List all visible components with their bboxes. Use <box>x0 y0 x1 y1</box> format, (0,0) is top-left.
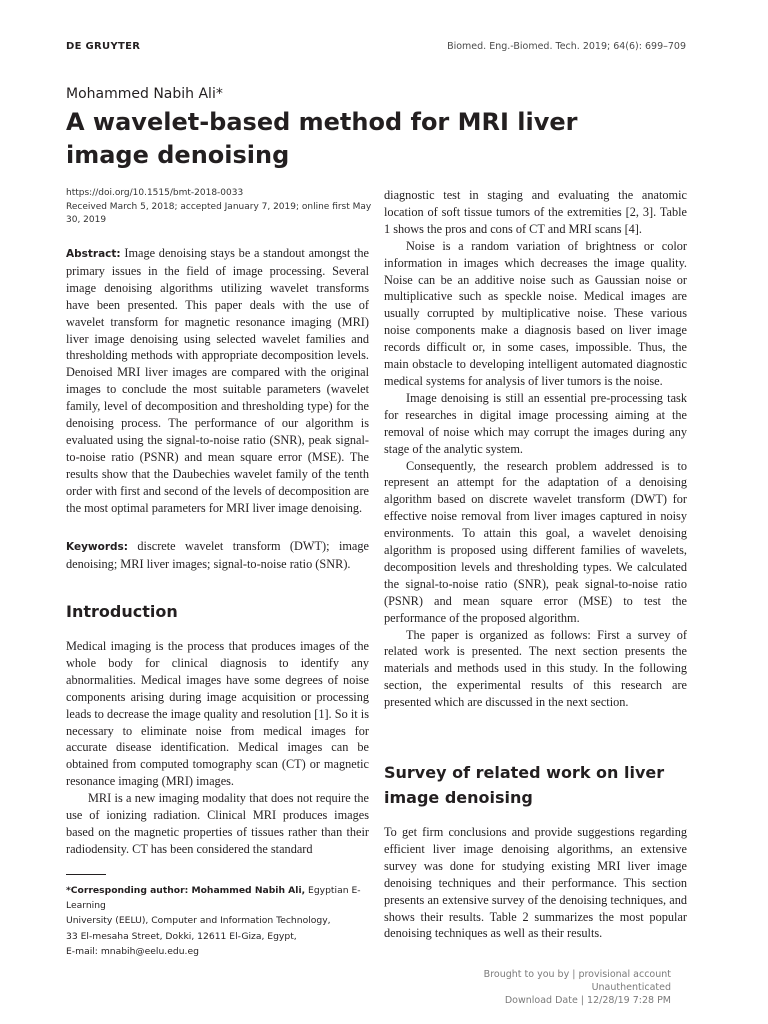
paragraph: Noise is a random variation of brightness or color information in images which decreases the image quality. Noise can be an additive noise such as Gaussian noise or multiplicative such as speckle noise. Medical images are usually corrupted by multiplicative noise. These various noise components make a diagnosis based on liver image records difficult or, in some cases, impossible. Thus, the main obstacle to developing intelligent automated diagnostic medical systems for analysis of liver tumors is the noise. <box>384 238 687 388</box>
footnote-email[interactable]: E-mail: mnabih@eelu.edu.eg <box>66 945 199 957</box>
keywords-text: discrete wavelet transform (DWT); image denoising; MRI liver images; signal-to-noise ratio (SNR). <box>66 539 369 571</box>
paragraph: The paper is organized as follows: First a survey of related work is presented. The next section presents the materials and methods used in this study. In the following section, the experimental results of this research are presented which are discussed in the next section. <box>384 627 687 710</box>
abstract-label: Abstract: <box>66 248 121 260</box>
download-line: Unauthenticated <box>591 982 671 993</box>
footnote-rule <box>66 874 106 875</box>
download-stamp <box>484 968 671 1007</box>
download-line: Brought to you by | provisional account <box>483 969 671 980</box>
download-line: Download Date | 12/28/19 7:28 PM <box>504 995 671 1006</box>
footnote-label: *Corresponding author: Mohammed Nabih Ali, <box>66 885 306 896</box>
paragraph: To get firm conclusions and provide suggestions regarding efficient liver image denoising algorithms, an extensive survey was done for studying existing MRI liver image denoising techniques and their performance. This section presents an extensive survey of the denoising techniques, and shows their results. Table 2 summarizes the most popular denoising techniques as well as their results. <box>384 825 687 941</box>
paragraph: MRI is a new imaging modality that does not require the use of ionizing radiation. Clinical MRI produces images based on the magnetic properties of tissues rather than their radiodensity. CT has been considered the standard <box>66 791 369 856</box>
paragraph: Consequently, the research problem addressed is to represent an attempt for the adaptation of a denoising algorithm based on discrete wavelet transform (DWT) for effective noise removal from liver images captured in noisy environments. To attain this goal, a wavelet denoising algorithm is proposed using different families of wavelets, decomposition levels and thresholding types. We calculated the signal-to-noise ratio (SNR), peak signal-to-noise ratio (PSNR) and mean square error (MSE) to test the performance of the proposed algorithm. <box>384 458 687 625</box>
paragraph: diagnostic test in staging and evaluating the anatomic location of soft tissue tumors of the extremities [2, 3]. Table 1 shows the pros and cons of CT and MRI scans [4]. <box>384 188 687 236</box>
abstract <box>66 245 369 517</box>
journal-citation: Biomed. Eng.-Biomed. Tech. 2019; 64(6): 699–709 <box>447 41 686 52</box>
introduction-heading: Introduction <box>66 602 178 621</box>
paragraph: Medical imaging is the process that produces images of the whole body for clinical diagnosis to identify any abnormalities. Medical images have some degrees of noise components arising during image acquisition or processing leads to decrease the image quality and resolution [1]. So it is necessary to eliminate noise from medical images for accurate disease identification. Medical images can be obtained from computed tomography scan (CT) or magnetic resonance imaging (MRI) images. <box>66 639 369 789</box>
article-meta <box>66 187 376 228</box>
corresponding-author-footnote <box>66 883 376 959</box>
author-name: Mohammed Nabih Ali* <box>66 86 223 102</box>
right-column-body <box>384 187 687 711</box>
article-title: A wavelet-based method for MRI liver image denoising <box>66 108 578 169</box>
footnote-line: 33 El-mesaha Street, Dokki, 12611 El-Giza, Egypt, <box>66 930 297 942</box>
survey-heading: Survey of related work on liver image denoising <box>384 763 665 807</box>
introduction-body <box>66 638 369 858</box>
doi-link[interactable]: https://doi.org/10.1515/bmt-2018-0033 <box>66 188 244 198</box>
publisher-name: DE GRUYTER <box>66 41 141 52</box>
keywords <box>66 538 369 573</box>
abstract-text: Image denoising stays be a standout amongst the primary issues in the field of image processing. Several image denoising algorithms utilizing wavelet transforms have been presented. This paper deals with the use of wavelet transform for magnetic resonance imaging (MRI) liver image denoising using selected wavelet families and thresholding methods with appropriate decomposition levels. Denoised MRI liver images are compared with the original images to conclude the most suitable parameters (wavelet family, level of decomposition and thresholding type) for the denoising process. The performance of our algorithm is evaluated using the signal-to-noise ratio (SNR), peak signal-to-noise ratio (PSNR) and mean square error (MSE). The results show that the Daubechies wavelet family of the tenth order with first and second of the levels of decomposition are the most optimal parameters for MRI liver image denoising. <box>66 246 369 515</box>
paragraph: Image denoising is still an essential pre-processing task for researches in digital image processing aiming at the removal of noise which may corrupt the images during any stage of the analytic system. <box>384 390 687 456</box>
keywords-label: Keywords: <box>66 541 128 553</box>
footnote-line: University (EELU), Computer and Information Technology, <box>66 915 331 927</box>
article-dates: Received March 5, 2018; accepted January 7, 2019; online first May 30, 2019 <box>66 201 372 225</box>
survey-body <box>384 824 687 942</box>
footnote-affiliation: Egyptian E-Learning <box>66 885 361 912</box>
